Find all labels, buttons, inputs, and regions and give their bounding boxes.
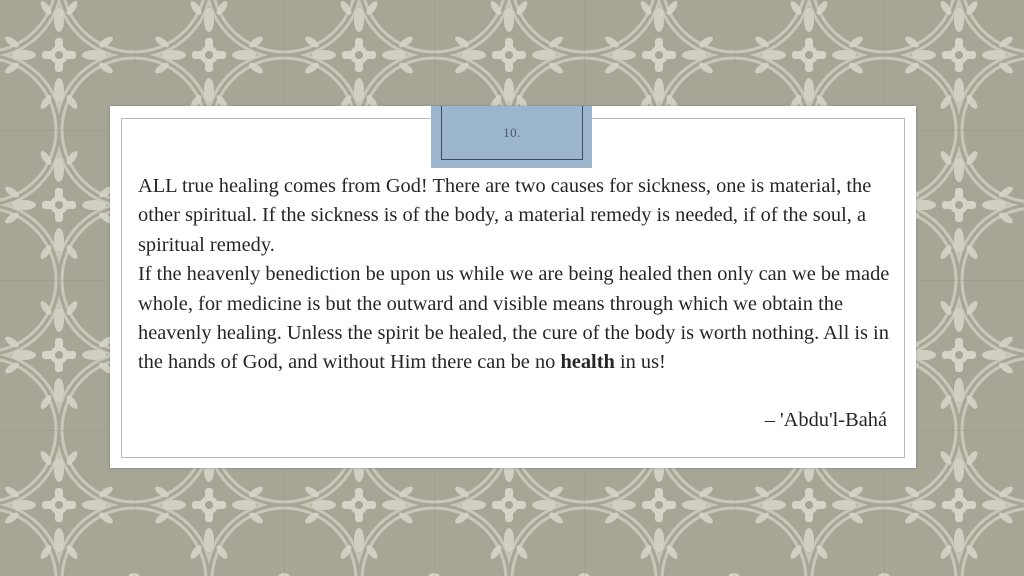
slide-number-tab [431, 106, 592, 168]
quote-paragraph-1: ALL true healing comes from God! There are two causes for sickness, one is material, the other spiritual. If the sickness is of the body, a material remedy is needed, if of the soul, a spiritual remedy. [138, 175, 872, 256]
quote-emphasis-health: health [560, 351, 615, 374]
quote-paragraph-2 [138, 260, 898, 378]
quote-paragraph-2-end: in us! [614, 351, 666, 374]
slide-number: 10. [503, 124, 521, 140]
quote-text [138, 172, 898, 378]
quote-card [110, 106, 916, 468]
quote-attribution: – 'Abdu'l-Bahá [764, 409, 887, 431]
quote-paragraph-2-text: If the heavenly benediction be upon us while we are being healed then only can we be made whole, for medicine is but the outward and visible means through which we obtain the heavenly healing. Unless the spirit be healed, the cure of the body is worth nothing. All is in the hands of God, and without Him there can be no [138, 263, 890, 374]
slide-number-tab-frame [441, 106, 583, 160]
